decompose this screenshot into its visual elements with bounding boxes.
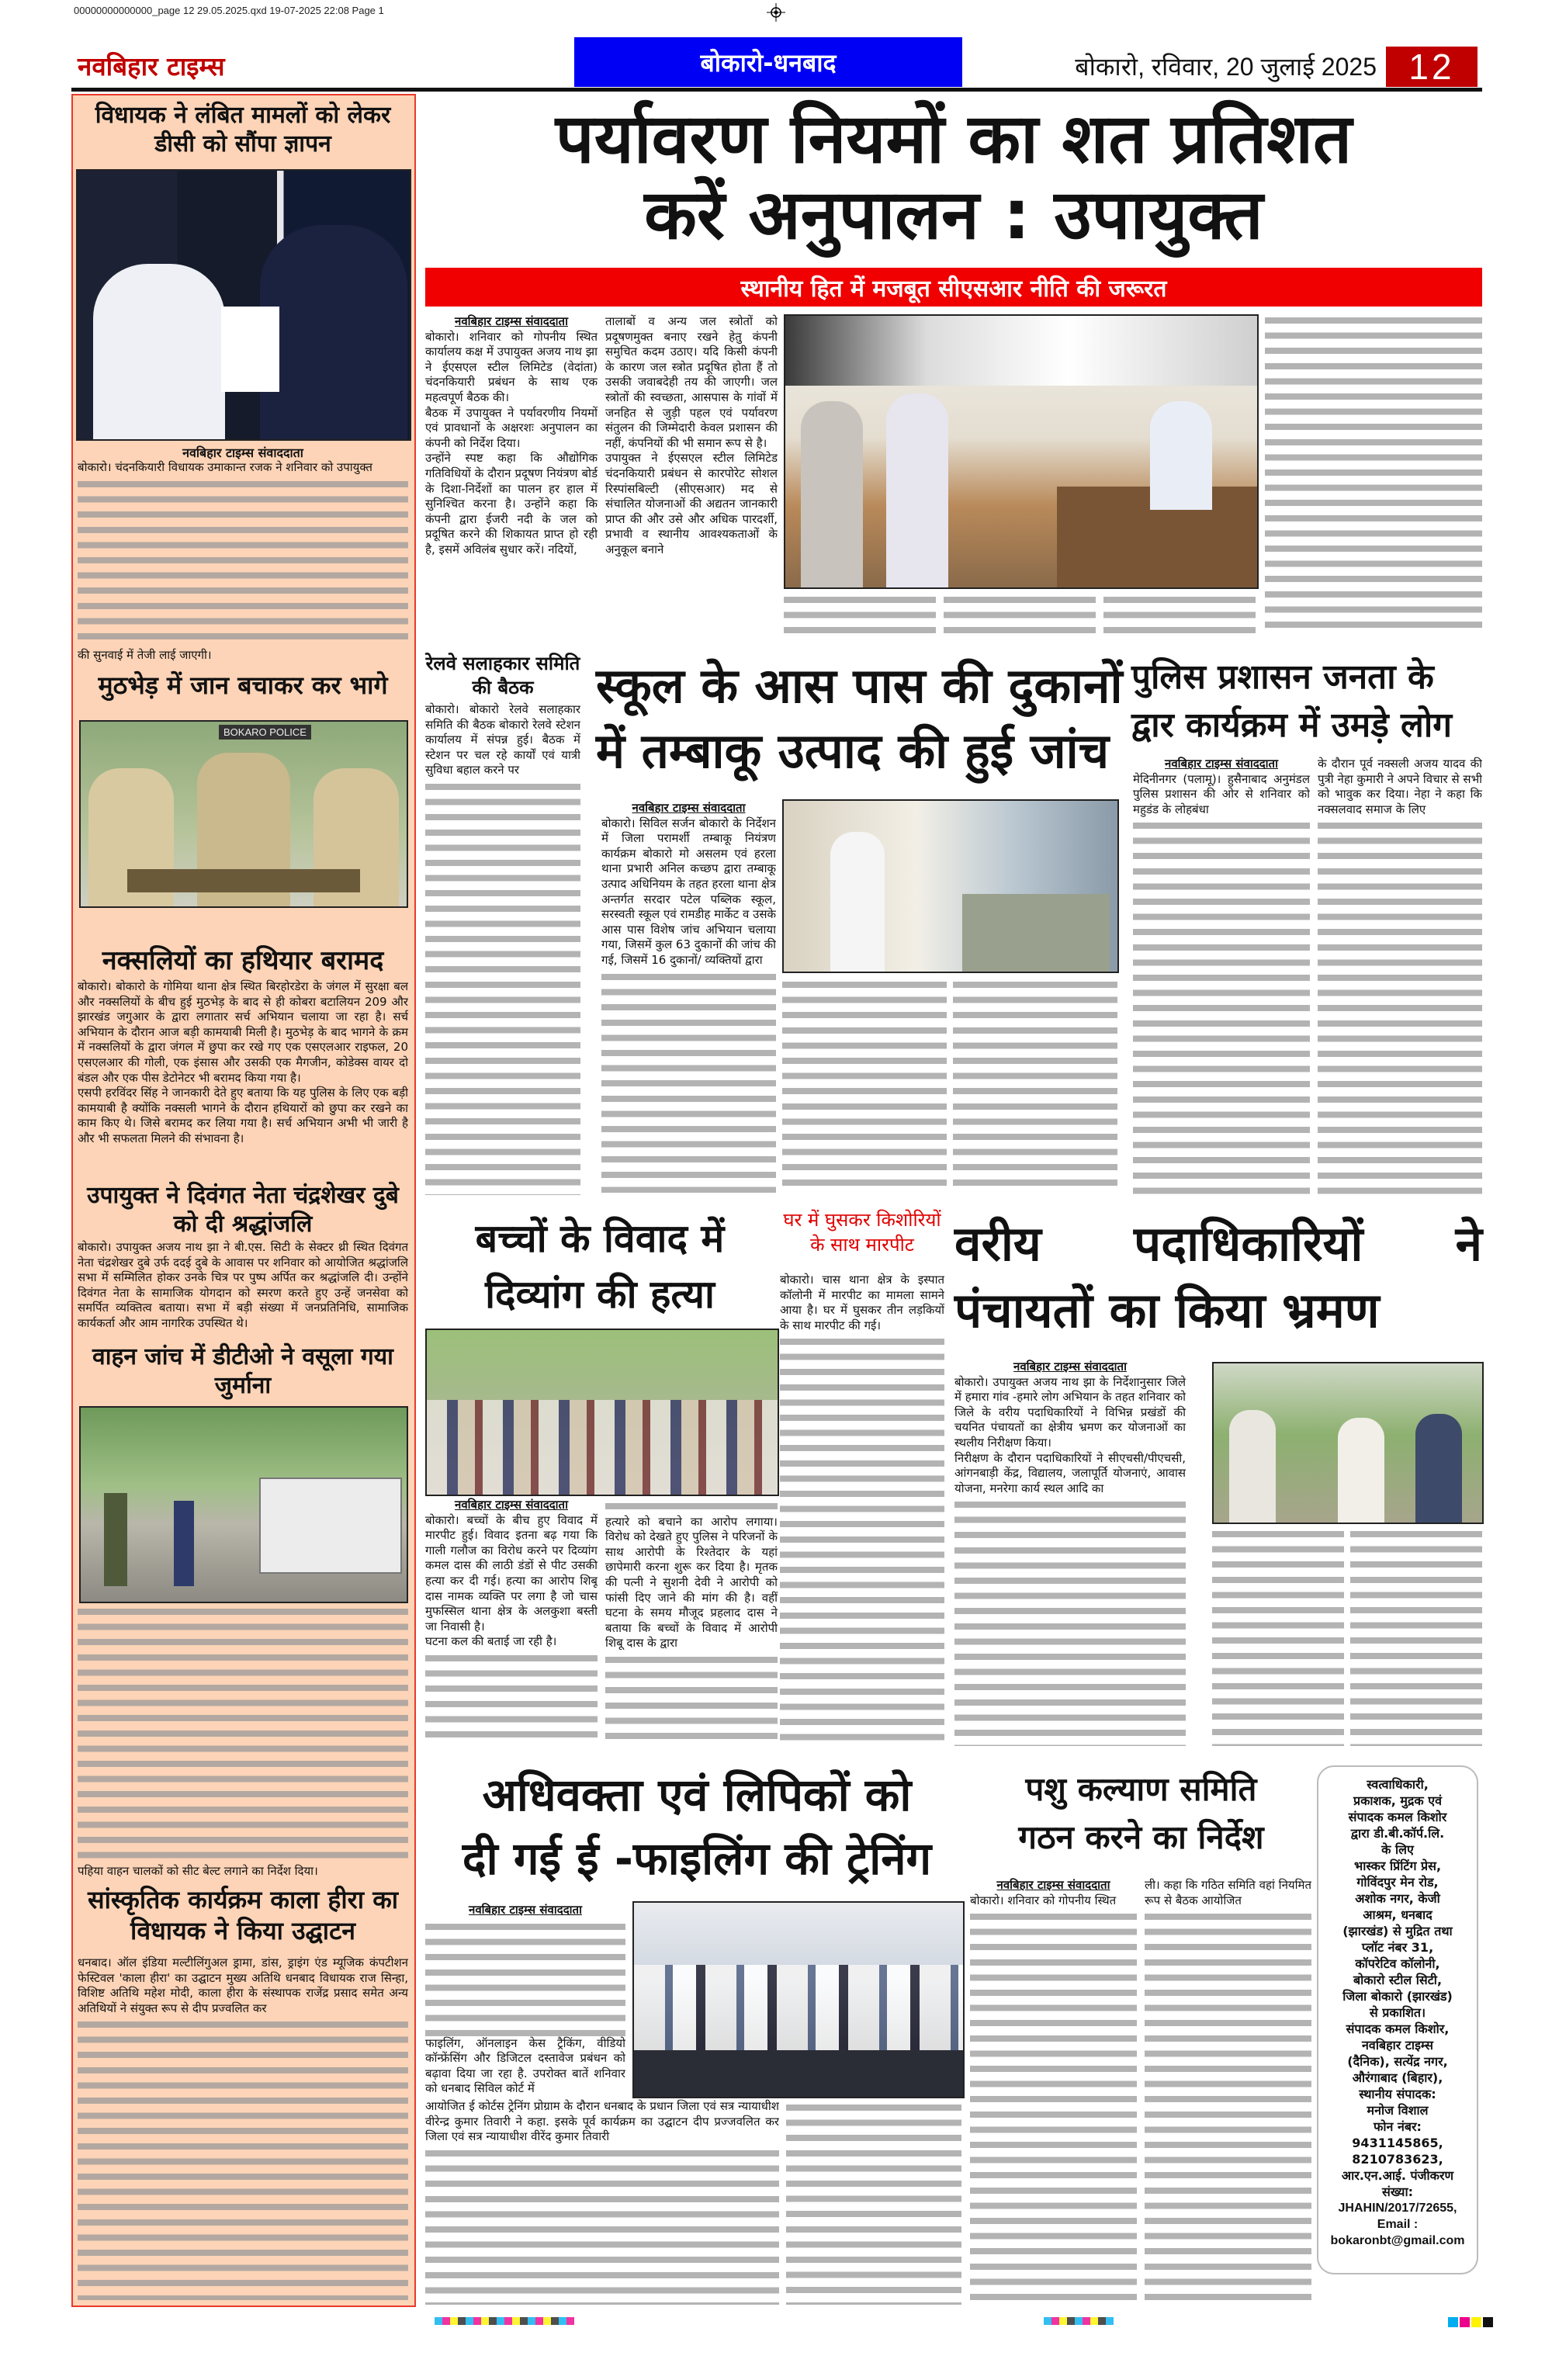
article-text: हत्यारे को बचाने का आरोप लगाया। विरोध को देखते हुए पुलिस ने परिजनों के साथ आरोपी के रिश्तेदार के यहां छापेमारी करना शुरू कर दिया है। मृतक की पत्नी ने सुशनी देवी ने आरोपी को फांसी दिए जाने की मांग की है। वहीं घटना के समय मौजूद प्रहलाद दास ने बताया कि बच्चों के विवाद में आरोपी शिबू दास के द्वारा bbox=[605, 1514, 778, 1651]
newspaper-brand: नवबिहार टाइम्स bbox=[78, 51, 225, 81]
imprint-box bbox=[1317, 1765, 1478, 2274]
imprint-line: 8210783623, bbox=[1352, 2152, 1443, 2167]
photo-shop-inspection bbox=[782, 799, 1119, 973]
article-school-col3 bbox=[953, 976, 1117, 1193]
text-continuation bbox=[605, 1499, 778, 1515]
article-text: तालाबों व अन्य जल स्त्रोतों को प्रदूषणमुक्त बनाए रखने हेतु कंपनी समुचित कदम उठाए। यदि किसी कंपनी के कारण जल स्त्रोत प्रदूषित होता हैं तो उसकी जवाबदेही तय की जाएगी। जल स्त्रोतों की स्वच्छता, आसपास के गांवों में जनहित से जुड़ी पहल एवं पर्यावरण संतुलन की जिम्मेदारी केवल प्रशासन की नहीं, कंपनियों की भी समान रूप से है। bbox=[605, 314, 778, 450]
article-text: बोकारो। सिविल सर्जन बोकारो के निर्देशन में जिला परामर्शी तम्बाकू नियंत्रण कार्यक्रम बोकारो मो असलम एवं हरला थाना प्रभारी अनिल कच्छप द्वारा तम्बाकू उत्पाद अधिनियम के तहत हरला थाना क्षेत्र अन्तर्गत सरदार पटेल पब्लिक स्कूल, सरस्वती स्कूल एवं रामडीह मार्केट व उसके आस पास विशेष जांच अभियान चलाया गया, जिसमें कुल 63 दुकानों की जांच की गई, जिसमें 16 दुकानों/ व्यक्तियों द्वारा bbox=[601, 816, 776, 967]
text-continuation bbox=[605, 1653, 778, 1746]
headline-line: अधिवक्ता एवं लिपिकों को bbox=[482, 1769, 912, 1821]
text-continuation bbox=[425, 1651, 598, 1746]
article-school-col2 bbox=[782, 976, 947, 1193]
text-continuation bbox=[954, 1498, 1186, 1746]
article-text: की सुनवाई में तेजी लाई जाएगी। bbox=[78, 648, 212, 663]
headline-railway-committee: रेलवे सलाहकार समिति की बैठक bbox=[425, 653, 580, 698]
imprint-line: के लिए bbox=[1381, 1842, 1414, 1857]
article-school-body bbox=[601, 801, 776, 1193]
article-murder-col1 bbox=[425, 1498, 598, 1746]
text-continuation bbox=[953, 978, 1117, 1193]
imprint-line: (झारखंड) से मुद्रित तथा bbox=[1342, 1924, 1453, 1938]
headline-line: वरीय पदाधिकारियों ने bbox=[954, 1215, 1482, 1272]
lead-column-4 bbox=[944, 591, 1096, 636]
lead-column-6 bbox=[1265, 312, 1482, 636]
byline: नवबिहार टाइम्स संवाददाता bbox=[1013, 1360, 1127, 1374]
headline-line: पुलिस प्रशासन जनता के bbox=[1131, 657, 1434, 697]
lead-headline-line1: पर्यावरण नियमों का शत प्रतिशत bbox=[555, 99, 1353, 178]
imprint-line: भास्कर प्रिंटिंग प्रेस, bbox=[1353, 1859, 1442, 1873]
article-mla-body bbox=[78, 460, 408, 663]
text-continuation bbox=[780, 1335, 944, 1746]
page-number: 12 bbox=[1386, 47, 1478, 87]
byline: नवबिहार टाइम्स संवाददाता bbox=[1165, 757, 1278, 771]
headline-dto-fine: वाहन जांच में डीटीओ ने वसूला गया जुर्माना bbox=[92, 1343, 393, 1399]
byline: नवबिहार टाइम्स संवाददाता bbox=[455, 314, 568, 328]
photo-murder-crowd bbox=[425, 1329, 779, 1496]
headline-line: दिव्यांग की हत्या bbox=[485, 1272, 715, 1317]
text-continuation bbox=[425, 1920, 625, 2036]
article-panchayat-col3 bbox=[1350, 1526, 1482, 1746]
text-continuation bbox=[944, 593, 1096, 636]
registration-mark-icon bbox=[767, 3, 785, 22]
headline-line: दी गई ई -फाइलिंग की ट्रेनिंग bbox=[462, 1832, 932, 1885]
imprint-line: बोकारो स्टील सिटी, bbox=[1353, 1973, 1443, 1987]
photo-panchayat-inspection bbox=[1212, 1362, 1484, 1524]
article-text: बोकारो। चंदनकियारी विधायक उमाकान्त रजक ने शनिवार को उपायुक्त bbox=[78, 460, 372, 474]
article-text: निरीक्षण के दौरान पदाधिकारियों ने सीएचसी/पीएचसी, आंगनबाड़ी केंद्र, विद्यालय, जलापूर्ति योजनाएं, आवास योजना, मनरेगा कार्य स्थल आदि का bbox=[954, 1450, 1186, 1495]
article-text: आयोजित ई कोर्टस ट्रेनिंग प्रोग्राम के दौरान धनबाद के प्रधान जिला एवं सत्र न्यायाधीश वीरेन्द्र कुमार तिवारी ने कहा. इसके पूर्व कार्यक्रम का उद्घाटन दीप प्रज्जवलित कर जिला एवं सत्र न्यायाधीश वीरेंद कुमार तिवारी bbox=[425, 2099, 779, 2144]
imprint-line: गोविंदपुर मेन रोड, bbox=[1356, 1875, 1439, 1890]
text-continuation bbox=[601, 970, 776, 1193]
lead-column-5 bbox=[1103, 591, 1256, 636]
text-continuation bbox=[1133, 819, 1310, 1195]
article-naxal-body bbox=[78, 979, 408, 1172]
byline: नवबिहार टाइम्स संवाददाता bbox=[182, 445, 303, 460]
text-continuation bbox=[78, 1605, 408, 1864]
headline-police-public bbox=[1131, 653, 1484, 750]
imprint-line: प्रकाशक, मुद्रक एवं bbox=[1353, 1793, 1443, 1808]
text-continuation bbox=[78, 477, 408, 649]
article-text: बोकारो। चास थाना क्षेत्र के इस्पात कॉलोनी में मारपीट का मामला सामने आया है। घर में घुसकर तीन लड़कियों के साथ मारपीट की गई। bbox=[780, 1273, 944, 1332]
photo-vehicle-check bbox=[79, 1406, 408, 1603]
imprint-line: मनोज विशाल bbox=[1367, 2103, 1429, 2118]
article-animal-col1 bbox=[970, 1878, 1137, 2305]
photo-mla-dc bbox=[76, 169, 411, 441]
headline-kala-heera: सांस्कृतिक कार्यक्रम काला हीरा का विधायक ने किया उद्घाटन bbox=[87, 1885, 399, 1945]
article-railway-body bbox=[425, 702, 580, 1195]
headline-line: स्कूल के आस पास की दुकानों bbox=[596, 657, 1123, 714]
article-kala-heera-body bbox=[78, 1956, 408, 2300]
article-text: बोकारो। बोकारो के गोमिया थाना क्षेत्र स्थित बिरहोरडेरा के जंगल में सुरक्षा बल और नक्सलियों के बीच हुई मुठभेड़ के बाद से ही कोबरा बटालियन 209 और झारखंड जगुआर के द्वारा लगातार सर्च अभियान चलाया जा रहा है। सर्च अभियान के दौरान आज बड़ी कामयाबी मिली है। मुठभेड़ के बाद भागने के क्रम में नक्सलियों के द्वारा जंगल में छुपा कर रखे गए एक एसएलआर राइफल, 20 एसएलआर की गोली, एक इंसास और उसकी एक मैगजीन, कोडेक्स वायर दो बंडल और एक पीस डेटोनेटर भी बरामद किया गया है। bbox=[78, 979, 408, 1085]
edition-date: बोकारो, रविवार, 20 जुलाई 2025 bbox=[1075, 53, 1377, 81]
article-text: मेदिनीनगर (पलामू)। हुसैनाबाद अनुमंडल पुलिस प्रशासन की ओर से शनिवार को महुडंड के लोहबंधा bbox=[1133, 771, 1310, 816]
article-text: बोकारो। उपायुक्त अजय नाथ झा के निर्देशानुसार जिले में हमारा गांव -हमारे लोग अभियान के तहत शनिवार को जिले के वरीय पदाधिकारियों ने विभिन्न प्रखंडों की चयनित पंचायतों का क्षेत्रीय भ्रमण कर योजनाओं का स्थलीय निरीक्षण किया। bbox=[954, 1374, 1186, 1450]
byline: नवबिहार टाइम्स संवाददाता bbox=[469, 1903, 582, 1917]
text-continuation bbox=[1145, 1910, 1311, 2305]
imprint-line: (दैनिक), सत्येंद्र नगर, bbox=[1347, 2054, 1448, 2069]
color-registration-bar bbox=[435, 2317, 574, 2325]
headline-mla-memorandum: विधायक ने लंबित मामलों को लेकर डीसी को सौंपा ज्ञापन bbox=[95, 102, 391, 158]
headline-line: बच्चों के विवाद में bbox=[475, 1216, 725, 1261]
article-text: ली। कहा कि गठित समिति वहां नियमित रूप से बैठक आयोजित bbox=[1145, 1878, 1311, 1907]
text-continuation bbox=[1350, 1527, 1482, 1746]
headline-line: में तम्बाकू उत्पाद की हुई जांच bbox=[596, 722, 1110, 779]
imprint-line: अशोक नगर, केजी bbox=[1355, 1891, 1440, 1906]
article-text: पहिया वाहन चालकों को सीट बेल्ट लगाने का निर्देश दिया। bbox=[78, 1864, 318, 1879]
article-efiling-col3 bbox=[786, 2099, 961, 2305]
imprint-line: जिला बोकारो (झारखंड) bbox=[1342, 1989, 1453, 2004]
headline-line: पशु कल्याण समिति bbox=[1025, 1770, 1257, 1808]
imprint-line: से प्रकाशित। bbox=[1369, 2005, 1426, 2020]
imprint-line: JHAHIN/2017/72655, bbox=[1338, 2202, 1457, 2215]
text-continuation bbox=[782, 978, 947, 1193]
imprint-line: औरंगाबाद (बिहार), bbox=[1352, 2070, 1443, 2085]
imprint-line: फोन नंबर: bbox=[1374, 2119, 1422, 2134]
article-text: बोकारो। शनिवार को गोपनीय स्थित कार्यालय कक्ष में उपायुक्त अजय नाथ झा ने ईएसएल स्टील लिमिटेड (वेदांता) चंदनकियारी प्रबंधन के साथ एक महत्वपूर्ण बैठक की। bbox=[425, 329, 598, 404]
lead-column-3 bbox=[784, 591, 936, 636]
text-continuation bbox=[784, 593, 936, 636]
imprint-line: संपादक कमल किशोर bbox=[1348, 1810, 1447, 1824]
article-police-col2 bbox=[1318, 757, 1482, 1195]
byline: नवबिहार टाइम्स संवाददाता bbox=[632, 801, 746, 815]
article-text: घटना कल की बताई जा रही है। bbox=[425, 1634, 557, 1649]
lead-column-2 bbox=[605, 314, 778, 636]
article-animal-col2 bbox=[1145, 1878, 1311, 2305]
text-continuation bbox=[425, 2146, 779, 2305]
imprint-line: स्वत्वाधिकारी, bbox=[1367, 1777, 1429, 1792]
headline-line: गठन करने का निर्देश bbox=[1018, 1818, 1264, 1856]
imprint-line: संख्या: bbox=[1382, 2184, 1413, 2199]
imprint-line: कॉपरेटिव कॉलोनी, bbox=[1355, 1956, 1440, 1971]
headline-disabled-murder bbox=[425, 1211, 774, 1322]
headline-line: पंचायतों का किया भ्रमण bbox=[954, 1282, 1380, 1339]
text-continuation bbox=[425, 780, 580, 1195]
article-text: के दौरान पूर्व नक्सली अजय यादव की पुत्री नेहा कुमारी ने अपने विचार से सभी को भावुक कर दिया। नेहा ने कहा कि नक्सलवाद समाज के लिए bbox=[1318, 757, 1482, 816]
headline-efiling-training bbox=[425, 1763, 968, 1890]
article-panchayat-col2 bbox=[1212, 1526, 1344, 1746]
cmyk-swatches bbox=[1448, 2316, 1495, 2330]
text-continuation bbox=[1318, 819, 1482, 1195]
imprint-line: प्लॉट नंबर 31, bbox=[1361, 1940, 1434, 1955]
headline-girls-assault: घर में घुसकर किशोरियों के साथ मारपीट bbox=[783, 1209, 941, 1256]
imprint-line: Email : bbox=[1377, 2218, 1419, 2231]
article-dto-body bbox=[78, 1603, 408, 1879]
text-continuation bbox=[78, 2018, 408, 2300]
section-title: बोकारो-धनबाद bbox=[574, 37, 962, 87]
color-registration-bar bbox=[1044, 2317, 1114, 2325]
article-text: बैठक में उपायुक्त ने पर्यावरणीय नियमों एवं प्रावधानों के अक्षरशः अनुपालन का कंपनी को निर्देश दिया। bbox=[425, 405, 598, 450]
article-text: फाइलिंग, ऑनलाइन केस ट्रैकिंग, वीडियो कॉन्फ्रेंसिंग और डिजिटल दस्तावेज प्रबंधन को बढ़ावा दिया जा रहा है. उपरोक्त बातें शनिवार को धनबाद सिविल कोर्ट में bbox=[425, 2035, 625, 2096]
imprint-line: द्वारा डी.बी.कॉर्प.लि. bbox=[1350, 1826, 1445, 1841]
text-continuation bbox=[1212, 1527, 1344, 1746]
lead-headline-line2: करें अनुपालन : उपायुक्त bbox=[644, 175, 1263, 255]
article-text: उपायुक्त ने ईएसएल स्टील लिमिटेड चंदनकियारी प्रबंधन से कारपोरेट सोशल रिस्पांसबिल्टी (सीएसआर) मद से संचालित योजनाओं की अद्यतन जानकारी प्राप्त की और उसे और अधिक पारदर्शी, प्रभावी व स्थानीय आवश्यकताओं के अनुकूल बनाने bbox=[605, 451, 778, 556]
article-efiling-col1 bbox=[425, 1903, 625, 2097]
text-continuation bbox=[786, 2101, 961, 2305]
article-text: बोकारो। उपायुक्त अजय नाथ झा ने बी.एस. सिटी के सेक्टर थ्री स्थित दिवंगत नेता चंद्रशेखर दुबे उर्फ ददई दुबे के आवास पर शनिवार को आयोजित श्रद्धांजलि सभा में सम्मिलित होकर उनके चित्र पर पुष्प अर्पित कर श्रद्धांजलि दी। उन्होंने दिवंगत नेता के सामाजिक योगदान को स्मरण करते हुए उन्हें जनसेवा को समर्पित व्यक्तित्व बताया। सभा में बड़ी संख्या में जनप्रतिनिधि, सामाजिक कार्यकर्ता और आम नागरिक उपस्थित थे। bbox=[78, 1240, 408, 1330]
masthead-rule bbox=[71, 88, 1482, 92]
byline: नवबिहार टाइम्स संवाददाता bbox=[455, 1498, 568, 1512]
article-text: एसपी हरविंदर सिंह ने जानकारी देते हुए बताया कि यह पुलिस के लिए एक बड़ी कामयाबी है क्योंकि नक्सली भागने के दौरान हथियारों को छुपा कर रखने का काम किए थे। जिसे बरामद कर लिया गया है। सर्च अभियान अभी भी जारी है और भी सफलता मिलने की संभावना है। bbox=[78, 1086, 408, 1145]
headline-animal-welfare bbox=[968, 1765, 1314, 1862]
article-police-col1 bbox=[1133, 757, 1310, 1195]
imprint-line: आश्रम, धनबाद bbox=[1363, 1907, 1432, 1922]
headline-line: द्वार कार्यक्रम में उमड़े लोग bbox=[1131, 705, 1453, 745]
photo-efiling-training bbox=[632, 1901, 965, 2098]
byline: नवबिहार टाइम्स संवाददाता bbox=[996, 1878, 1110, 1892]
article-text: बोकारो। शनिवार को गोपनीय स्थित bbox=[970, 1893, 1117, 1907]
headline-naxal-weapons: नक्सलियों का हथियार बरामद bbox=[102, 945, 384, 976]
article-text: उन्होंने स्पष्ट कहा कि औद्योगिक गतिविधियों के दौरान प्रदूषण नियंत्रण बोर्ड के दिशा-निर्देशों का पालन हर हाल में सुनिश्चित करना है। उन्होंने कहा कि कंपनी द्वारा ईजरी नदी के जल को प्रदूषित करने की शिकायत प्राप्त हो रही है, इसमें अविलंब सुधार करें। नदियों, bbox=[425, 451, 598, 556]
print-slug: 00000000000000_page 12 29.05.2025.qxd 19-07-2025 22:08 Page 1 bbox=[74, 5, 384, 16]
headline-panchayat-visit bbox=[954, 1211, 1482, 1344]
lead-column-1 bbox=[425, 314, 598, 636]
headline-encounter: मुठभेड़ में जान बचाकर कर भागे bbox=[98, 670, 388, 700]
imprint-line: नवबिहार टाइम्स bbox=[1362, 2038, 1433, 2053]
lead-subheadline-banner: स्थानीय हित में मजबूत सीएसआर नीति की जरूरत bbox=[425, 268, 1482, 307]
article-text: बोकारो। बच्चों के बीच हुए विवाद में मारपीट हुई। विवाद इतना बढ़ गया कि गाली गलौज का विरोध करने पर दिव्यांग कमल दास की लाठी डंडों से पीट उसकी हत्या कर दी गई। हत्या का आरोप शिबू दास नामक व्यक्ति पर लगा है जो चास मुफस्सिल थाना क्षेत्र के अलकुशा बस्ती जा निवासी है। bbox=[425, 1512, 598, 1633]
text-continuation bbox=[1103, 593, 1256, 636]
text-continuation bbox=[1265, 314, 1482, 636]
imprint-line: संपादक कमल किशोर, bbox=[1346, 2021, 1450, 2036]
article-tribute-body bbox=[78, 1240, 408, 1336]
photo-sign: BOKARO POLICE bbox=[219, 725, 311, 740]
article-panchayat-col1 bbox=[954, 1360, 1186, 1746]
headline-school-tobacco bbox=[596, 653, 1131, 784]
imprint-line: स्थानीय संपादक: bbox=[1359, 2087, 1436, 2101]
imprint-line: आर.एन.आई. पंजीकरण bbox=[1341, 2168, 1454, 2183]
article-girls-body bbox=[780, 1273, 944, 1746]
article-murder-col2 bbox=[605, 1498, 778, 1746]
photo-lead-meeting bbox=[784, 314, 1259, 589]
article-text: बोकारो। बोकारो रेलवे सलाहकार समिति की बैठक बोकारो रेलवे स्टेशन कार्यालय में संपन्न हुई। बैठक में स्टेशन पर चल रहे कार्यों एवं यात्री सुविधा बहाल करने पर bbox=[425, 702, 580, 778]
headline-tribute: उपायुक्त ने दिवंगत नेता चंद्रशेखर दुबे को दी श्रद्धांजलि bbox=[87, 1182, 399, 1238]
photo-police-press bbox=[79, 720, 408, 908]
article-efiling-col2 bbox=[425, 2099, 779, 2305]
imprint-line: bokaronbt@gmail.com bbox=[1330, 2234, 1465, 2247]
article-text: धनबाद। ऑल इंडिया मल्टीलिंगुअल ड्रामा, डांस, ड्राइंग एंड म्यूजिक कंपटीशन फेस्टिवल 'काला हीरा' का उद्घाटन मुख्य अतिथि धनबाद विधायक राज सिन्हा, विशिष्ट अतिथि महेश मोदी, काला हीरा के संस्थापक राजेंद्र प्रसाद समेत अन्य अतिथियों ने संयुक्त रूप से दीप प्रज्वलित कर bbox=[78, 1956, 408, 2015]
text-continuation bbox=[970, 1910, 1137, 2305]
imprint-line: 9431145865, bbox=[1352, 2136, 1443, 2150]
